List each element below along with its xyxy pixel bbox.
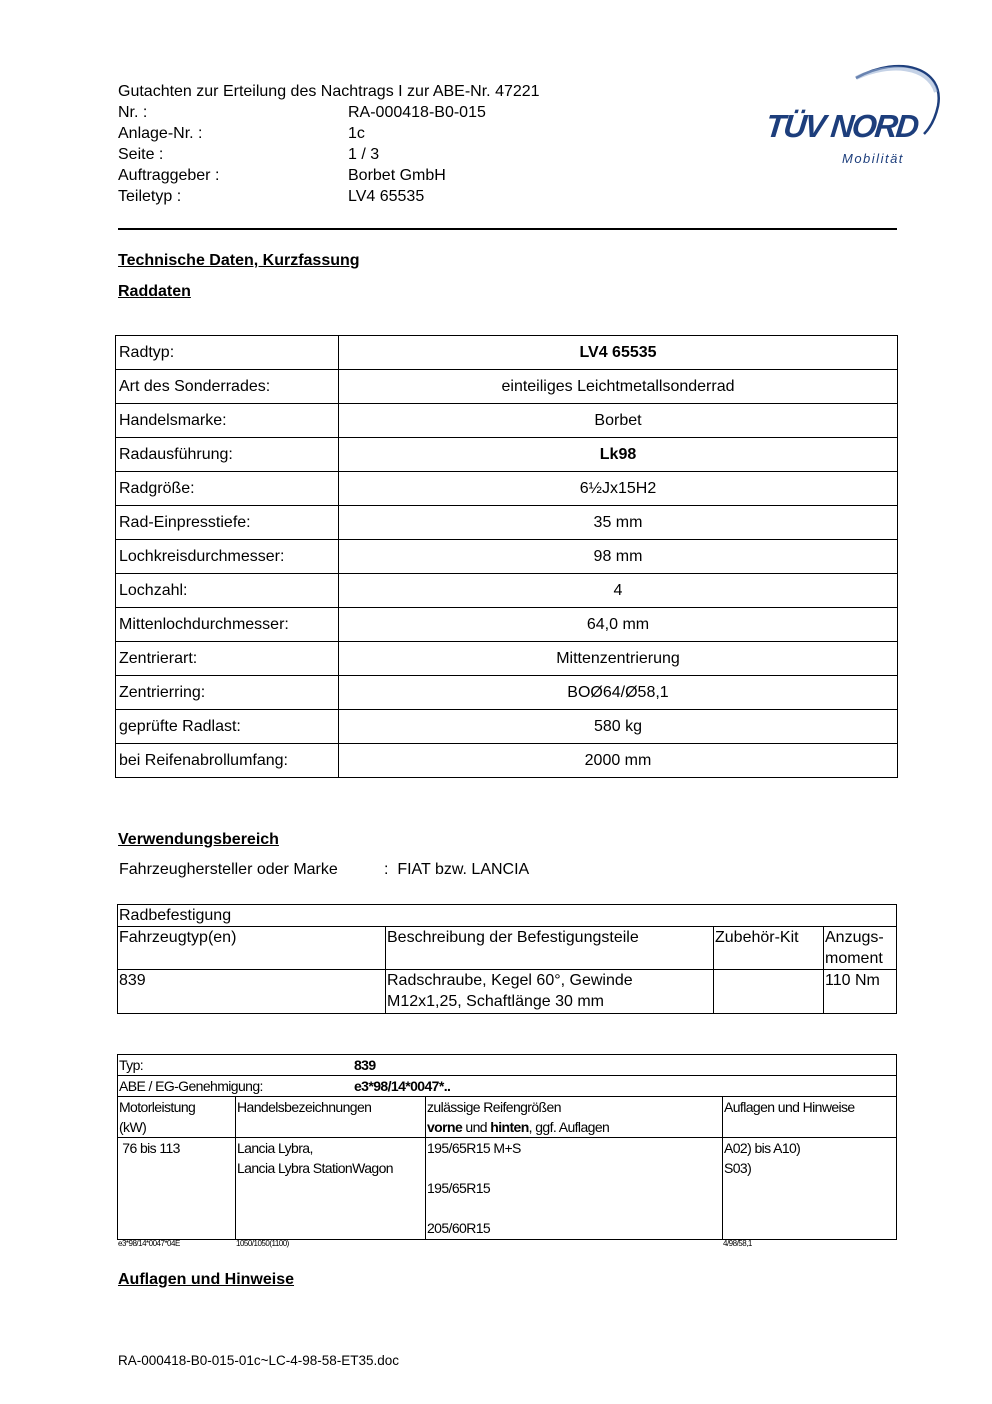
row-label: bei Reifenabrollumfang: bbox=[116, 744, 339, 778]
header-value: LV4 65535 bbox=[348, 188, 425, 205]
raddaten-table bbox=[115, 335, 898, 778]
cell-fahrzeugtyp: 839 bbox=[118, 970, 386, 1014]
table-row bbox=[116, 370, 898, 404]
table-row bbox=[116, 744, 898, 778]
header-row-teiletyp bbox=[118, 186, 540, 207]
abe-row bbox=[118, 1076, 897, 1097]
column-header: Auflagen und Hinweise bbox=[723, 1097, 897, 1138]
usage-label: Fahrzeughersteller oder Marke bbox=[119, 861, 338, 878]
heading-technische-daten: Technische Daten, Kurzfassung bbox=[118, 252, 360, 269]
typ-row bbox=[118, 1055, 897, 1076]
row-label: Radgröße: bbox=[116, 472, 339, 506]
row-label: Art des Sonderrades: bbox=[116, 370, 339, 404]
reifen-header-hinten: hinten bbox=[490, 1119, 529, 1135]
table-row bbox=[116, 438, 898, 472]
typ-table bbox=[117, 1054, 897, 1240]
row-value: Mittenzentrierung bbox=[339, 642, 898, 676]
tuv-nord-logo bbox=[760, 58, 942, 170]
usage-line bbox=[119, 861, 529, 879]
header-row-anlage bbox=[118, 123, 540, 144]
header-value: RA-000418-B0-015 bbox=[348, 104, 486, 121]
heading-raddaten: Raddaten bbox=[118, 283, 191, 300]
cell-reifengroessen: 195/65R15 M+S 195/65R15 205/60R15 bbox=[426, 1138, 723, 1240]
row-value: 98 mm bbox=[339, 540, 898, 574]
header-value: Borbet GmbH bbox=[348, 167, 446, 184]
reifen-header-vorne: vorne bbox=[427, 1119, 463, 1135]
cell-anzugsmoment: 110 Nm bbox=[824, 970, 897, 1014]
table-row bbox=[116, 540, 898, 574]
row-value: 64,0 mm bbox=[339, 608, 898, 642]
row-value: 580 kg bbox=[339, 710, 898, 744]
header-label: Anlage-Nr. : bbox=[118, 125, 203, 142]
row-label: Lochkreisdurchmesser: bbox=[116, 540, 339, 574]
footnote-load: 1050/1050(1100) bbox=[236, 1239, 289, 1248]
column-header: Zubehör-Kit bbox=[714, 927, 824, 970]
table-row bbox=[116, 506, 898, 540]
row-value: 6½Jx15H2 bbox=[339, 472, 898, 506]
usage-value: : FIAT bzw. LANCIA bbox=[384, 861, 530, 878]
document-header bbox=[118, 81, 540, 207]
table-header-row bbox=[118, 927, 897, 970]
radbefestigung-table bbox=[117, 904, 897, 1014]
typ-label: Typ: bbox=[119, 1057, 144, 1073]
row-value: 35 mm bbox=[339, 506, 898, 540]
table-row bbox=[116, 404, 898, 438]
table-header-row bbox=[118, 1097, 897, 1138]
row-label: Lochzahl: bbox=[116, 574, 339, 608]
row-value: einteiliges Leichtmetallsonderrad bbox=[339, 370, 898, 404]
column-header: Fahrzeugtyp(en) bbox=[118, 927, 386, 970]
table-row bbox=[116, 608, 898, 642]
reifen-header-rest: , ggf. Auflagen bbox=[528, 1119, 610, 1135]
table-row bbox=[116, 336, 898, 370]
row-label: Mittenlochdurchmesser: bbox=[116, 608, 339, 642]
row-label: geprüfte Radlast: bbox=[116, 710, 339, 744]
row-label: Radtyp: bbox=[116, 336, 339, 370]
cell-zubehoer-kit bbox=[714, 970, 824, 1014]
header-row-nr bbox=[118, 102, 540, 123]
cell-auflagen: A02) bis A10) S03) bbox=[723, 1138, 897, 1240]
header-label: Teiletyp : bbox=[118, 188, 182, 205]
abe-value: e3*98/14*0047*.. bbox=[354, 1078, 451, 1094]
table-row bbox=[116, 710, 898, 744]
document-footer-filename: RA-000418-B0-015-01c~LC-4-98-58-ET35.doc bbox=[118, 1353, 400, 1368]
table-row bbox=[118, 1076, 897, 1097]
cell-beschreibung: Radschraube, Kegel 60°, Gewinde M12x1,25, Schaftlänge 30 mm bbox=[386, 970, 714, 1014]
column-header: Anzugs- moment bbox=[824, 927, 897, 970]
table-row bbox=[116, 642, 898, 676]
table-row bbox=[118, 1138, 897, 1240]
table-row bbox=[118, 905, 897, 927]
document-title: Gutachten zur Erteilung des Nachtrags I zur ABE-Nr. 47221 bbox=[118, 83, 540, 100]
table-row bbox=[116, 676, 898, 710]
row-value: Lk98 bbox=[339, 438, 898, 472]
header-label: Auftraggeber : bbox=[118, 167, 220, 184]
logo-subtitle: Mobilität bbox=[842, 151, 904, 166]
header-label: Nr. : bbox=[118, 104, 148, 121]
row-label: Zentrierart: bbox=[116, 642, 339, 676]
table-row bbox=[116, 472, 898, 506]
row-value: LV4 65535 bbox=[339, 336, 898, 370]
footnote-approval: e3*98/14*0047*04E bbox=[118, 1239, 180, 1248]
row-label: Handelsmarke: bbox=[116, 404, 339, 438]
cell-motorleistung: 76 bis 113 bbox=[118, 1138, 236, 1240]
row-value: Borbet bbox=[339, 404, 898, 438]
column-header: Handelsbezeichnungen bbox=[236, 1097, 426, 1138]
reifen-header-line1: zulässige Reifengrößen bbox=[427, 1099, 561, 1115]
typ-value: 839 bbox=[354, 1057, 376, 1073]
heading-auflagen-hinweise: Auflagen und Hinweise bbox=[118, 1271, 295, 1288]
header-value: 1 / 3 bbox=[348, 146, 380, 163]
header-label: Seite : bbox=[118, 146, 164, 163]
header-value: 1c bbox=[348, 125, 365, 142]
row-value: BOØ64/Ø58,1 bbox=[339, 676, 898, 710]
header-row-seite bbox=[118, 144, 540, 165]
row-label: Radausführung: bbox=[116, 438, 339, 472]
row-label: Rad-Einpresstiefe: bbox=[116, 506, 339, 540]
logo-wordmark: TÜV NORD bbox=[764, 108, 920, 144]
row-value: 2000 mm bbox=[339, 744, 898, 778]
cell-handelsbezeichnung: Lancia Lybra, Lancia Lybra StationWagon bbox=[236, 1138, 426, 1240]
abe-label: ABE / EG-Genehmigung: bbox=[119, 1078, 263, 1094]
footnote-bolt: 4/98/58,1 bbox=[723, 1239, 752, 1248]
row-label: Zentrierring: bbox=[116, 676, 339, 710]
column-header: Motorleistung (kW) bbox=[118, 1097, 236, 1138]
header-row-auftraggeber bbox=[118, 165, 540, 186]
table-row bbox=[116, 574, 898, 608]
column-header: Beschreibung der Befestigungsteile bbox=[386, 927, 714, 970]
column-header-reifen bbox=[426, 1097, 723, 1138]
header-divider bbox=[118, 228, 897, 230]
heading-verwendungsbereich: Verwendungsbereich bbox=[118, 831, 279, 848]
table-row bbox=[118, 970, 897, 1014]
radbefestigung-title: Radbefestigung bbox=[118, 905, 897, 927]
table-row bbox=[118, 1055, 897, 1076]
reifen-header-und: und bbox=[462, 1119, 491, 1135]
row-value: 4 bbox=[339, 574, 898, 608]
